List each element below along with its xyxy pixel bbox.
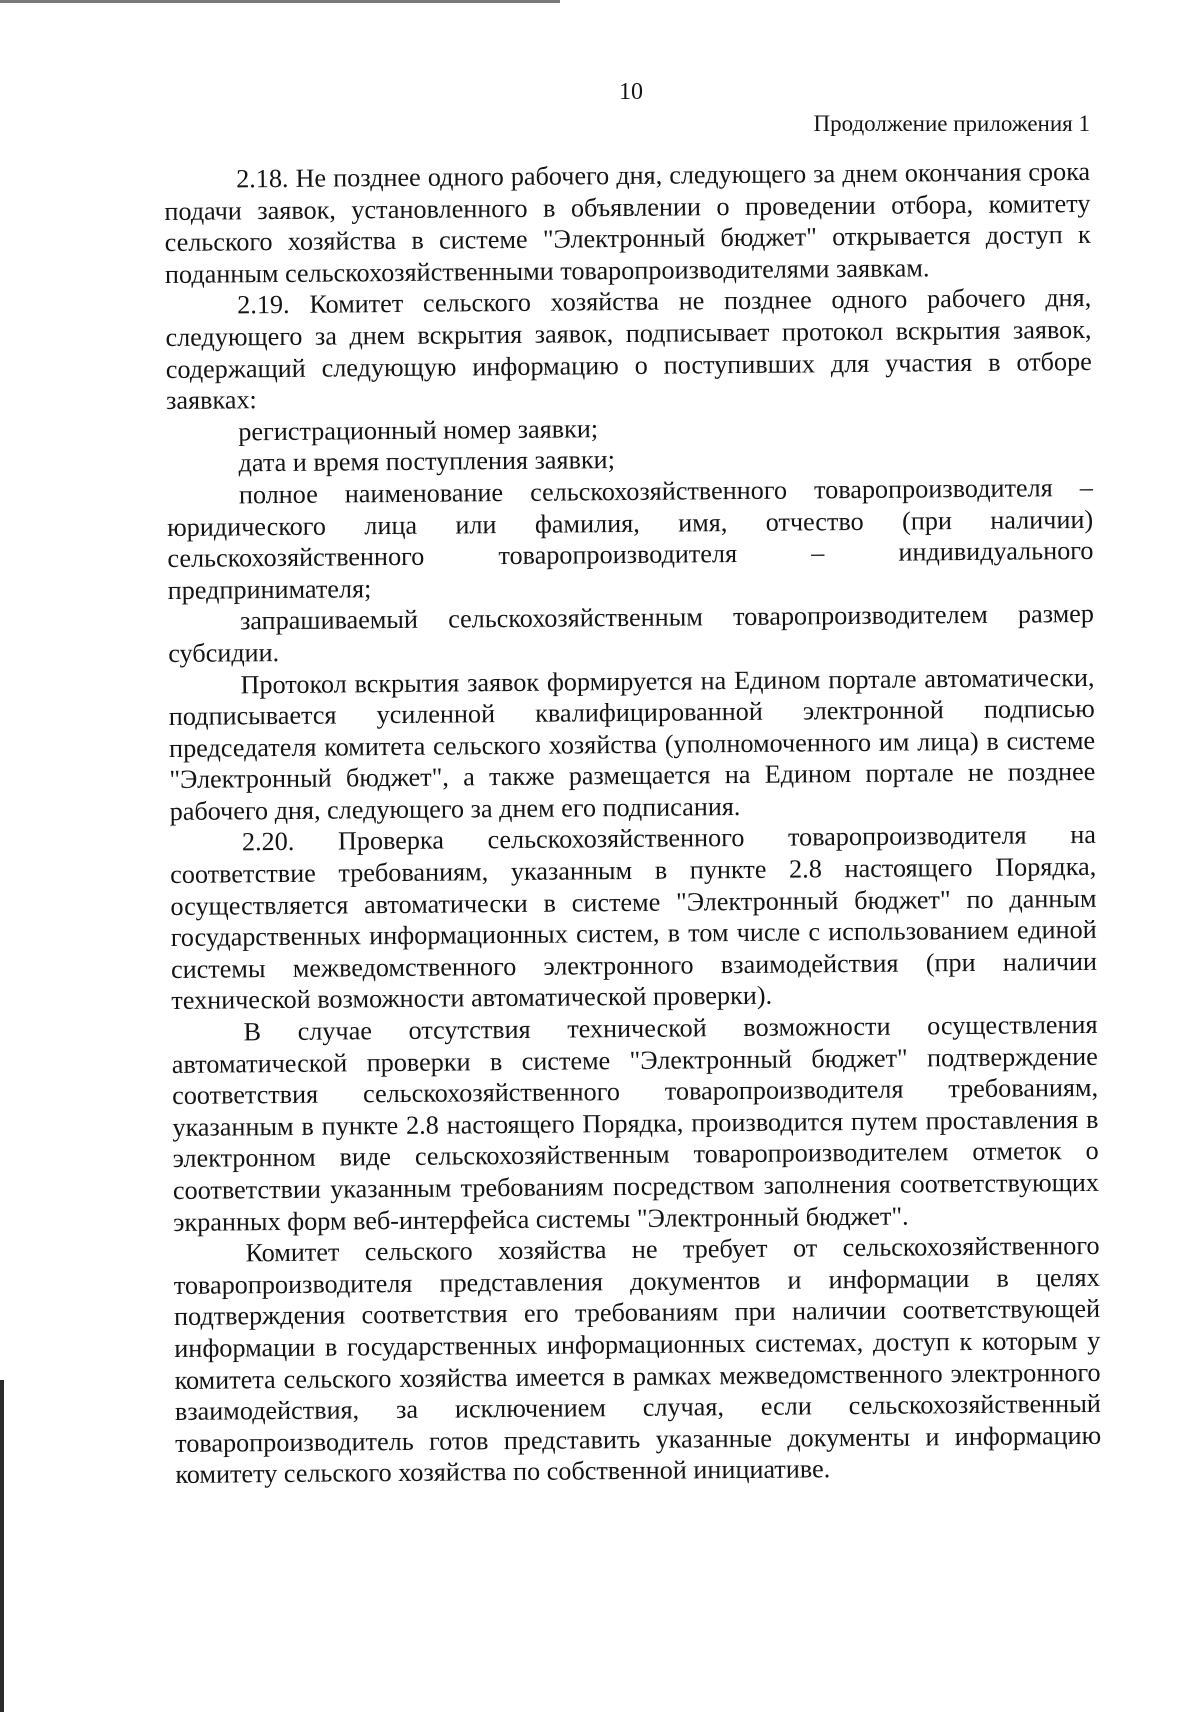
paragraph-manual-check: В случае отсутствия технической возможности осуществления автоматической проверки в системе "Электронный бюджет" подтверждение соответствия сельскохозяйственного товаропроизводителя требованиям, указанным в пункте 2.8 настоящего Порядка, производится путем проставления в электронном виде сельскохозяйственным товаропроизводителем отметок о соответствии указанным требованиям посредством заполнения соответствующих экранных форм веб-интерфейса системы "Электронный бюджет".: [171, 1009, 1100, 1237]
paragraph-2-19: 2.19. Комитет сельского хозяйства не позднее одного рабочего дня, следующего за днем вскрытия заявок, подписывает протокол вскрытия заявок, содержащий следующую информацию о поступивших для участия в отборе заявках:: [165, 283, 1092, 416]
list-item-full-name: полное наименование сельскохозяйственного товаропроизводителя – юридического лица или фамилия, имя, отчество (при наличии) сельскохозяйственного товаропроизводителя – индивидуального предпринимателя;: [167, 472, 1094, 605]
paragraph-2-18: 2.18. Не позднее одного рабочего дня, следующего за днем окончания срока подачи заявок, установленного в объявлении о проведении отбора, комитету сельского хозяйства в системе "Электронный бюджет" открывается доступ к поданным сельскохозяйственными товаропроизводителями заявкам.: [164, 156, 1091, 289]
list-item-subsidy-amount: запрашиваемый сельскохозяйственным товаропроизводителем размер субсидии.: [168, 599, 1095, 668]
scan-edge-left: [0, 1380, 4, 1712]
list-item-registration-number: регистрационный номер заявки;: [238, 413, 599, 447]
page-number: 10: [619, 79, 643, 105]
scan-edge-top: [0, 0, 560, 3]
appendix-continuation-label: Продолжение приложения 1: [813, 111, 1090, 136]
paragraph-protocol: Протокол вскрытия заявок формируется на Едином портале автоматически, подписывается усиленной квалифицированной электронной подписью председателя комитета сельского хозяйства (уполномоченного им лица) в системе "Электронный бюджет", а также размещается на Едином портале не позднее рабочего дня, следующего за днем его подписания.: [168, 662, 1096, 826]
paragraph-no-documents-required: Комитет сельского хозяйства не требует от сельскохозяйственного товаропроизводителя представления документов и информации в целях подтверждения соответствия его требованиям при наличии соответствующей информации в государственных информационных системах, доступ к которым у комитета сельского хозяйства имеется в рамках межведомственного электронного взаимодействия, за исключением случая, если сельскохозяйственный товаропроизводитель готов представить указанные документы и информацию комитету сельского хозяйства по собственной инициативе.: [173, 1231, 1102, 1490]
document-body: [164, 156, 1102, 1491]
paragraph-2-20: 2.20. Проверка сельскохозяйственного товаропроизводителя на соответствие требованиям, указанным в пункте 2.8 настоящего Порядка, осуществляется автоматически в системе "Электронный бюджет" по данным государственных информационных систем, в том числе с использованием единой системы межведомственного электронного взаимодействия (при наличии технической возможности автоматической проверки).: [170, 820, 1098, 1016]
list-item-date-time: дата и время поступления заявки;: [238, 445, 616, 478]
